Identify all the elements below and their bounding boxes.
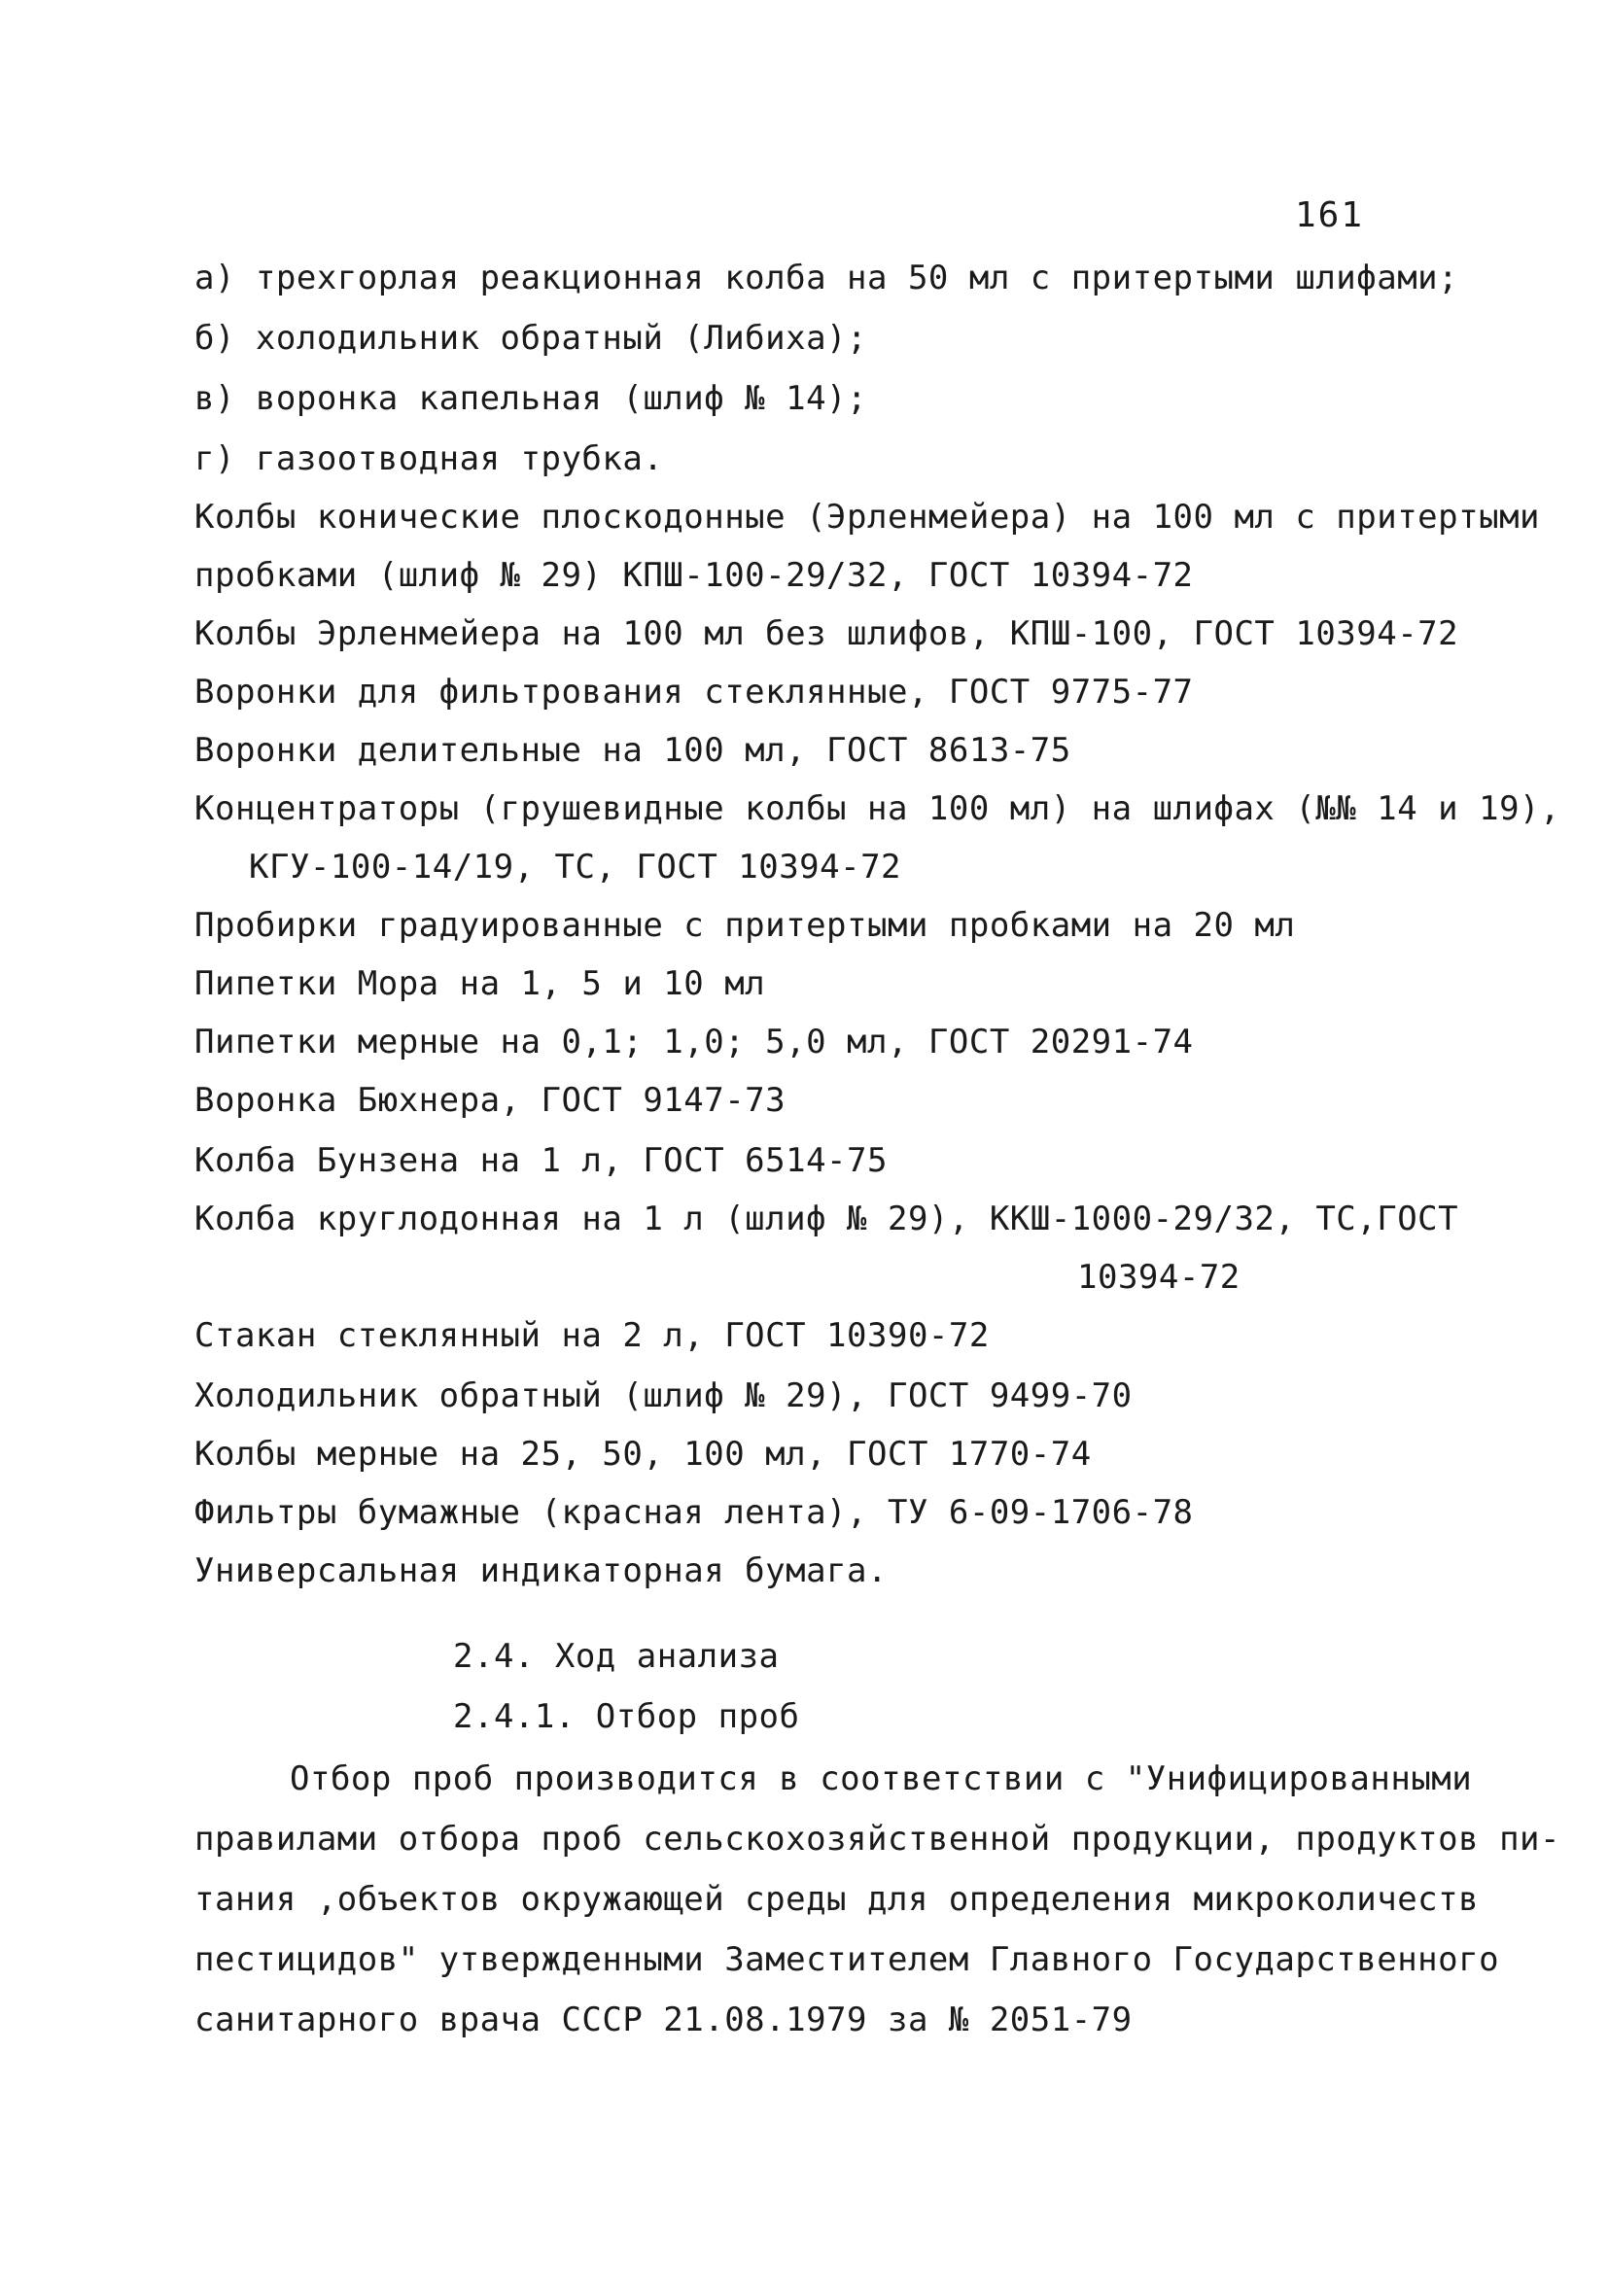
subsection-heading: 2.4.1. Отбор проб: [453, 1697, 800, 1736]
paragraph-line: Отбор проб производится в соответствии с "Унифицированными: [290, 1759, 1473, 1798]
glassware-line: Холодильник обратный (шлиф № 29), ГОСТ 9499-70: [194, 1376, 1133, 1415]
glassware-line: Колбы Эрленмейера на 100 мл без шлифов, КПШ-100, ГОСТ 10394-72: [194, 614, 1459, 653]
glassware-line: Колба круглодонная на 1 л (шлиф № 29), ККШ-1000-29/32, ТС,ГОСТ: [194, 1200, 1459, 1238]
paragraph-line: тания ,объектов окружающей среды для определения микроколичеств: [194, 1880, 1480, 1919]
page-number: 161: [1295, 195, 1365, 235]
paragraph-line: пестицидов" утвержденными Заместителем Главного Государственного: [194, 1940, 1500, 1979]
glassware-line: Воронки делительные на 100 мл, ГОСТ 8613-75: [194, 731, 1071, 770]
glassware-line: Пробирки градуированные с притертыми пробками на 20 мл: [194, 906, 1296, 945]
section-heading: 2.4. Ход анализа: [453, 1637, 780, 1676]
glassware-line: Воронка Бюхнера, ГОСТ 9147-73: [194, 1081, 787, 1120]
glassware-line: Колбы мерные на 25, 50, 100 мл, ГОСТ 1770-74: [194, 1435, 1092, 1474]
glassware-line: Концентраторы (грушевидные колбы на 100 мл) на шлифах (№№ 14 и 19),: [194, 789, 1560, 828]
paragraph-line: санитарного врача СССР 21.08.1979 за № 2051-79: [194, 2000, 1133, 2039]
glassware-line: Колбы конические плоскодонные (Эрленмейера) на 100 мл с притертыми: [194, 498, 1541, 537]
glassware-line: КГУ-100-14/19, ТС, ГОСТ 10394-72: [249, 848, 902, 887]
glassware-line: 10394-72: [1077, 1258, 1241, 1297]
glassware-line: Универсальная индикаторная бумага.: [194, 1551, 888, 1590]
glassware-line: Пипетки Мора на 1, 5 и 10 мл: [194, 964, 766, 1003]
glassware-line: Стакан стеклянный на 2 л, ГОСТ 10390-72: [194, 1316, 990, 1355]
glassware-line: Пипетки мерные на 0,1; 1,0; 5,0 мл, ГОСТ 20291-74: [194, 1023, 1194, 1061]
list-item-b: б) холодильник обратный (Либиха);: [194, 319, 868, 358]
list-item-v: в) воронка капельная (шлиф № 14);: [194, 379, 868, 418]
glassware-line: Фильтры бумажные (красная лента), ТУ 6-09-1706-78: [194, 1493, 1194, 1532]
glassware-line: пробками (шлиф № 29) КПШ-100-29/32, ГОСТ 10394-72: [194, 556, 1194, 595]
list-item-a: а) трехгорлая реакционная колба на 50 мл с притертыми шлифами;: [194, 259, 1459, 297]
paragraph-line: правилами отбора проб сельскохозяйственной продукции, продуктов пи-: [194, 1820, 1560, 1859]
glassware-line: Колба Бунзена на 1 л, ГОСТ 6514-75: [194, 1141, 888, 1180]
glassware-line: Воронки для фильтрования стеклянные, ГОСТ 9775-77: [194, 673, 1194, 712]
list-item-g: г) газоотводная трубка.: [194, 439, 664, 478]
